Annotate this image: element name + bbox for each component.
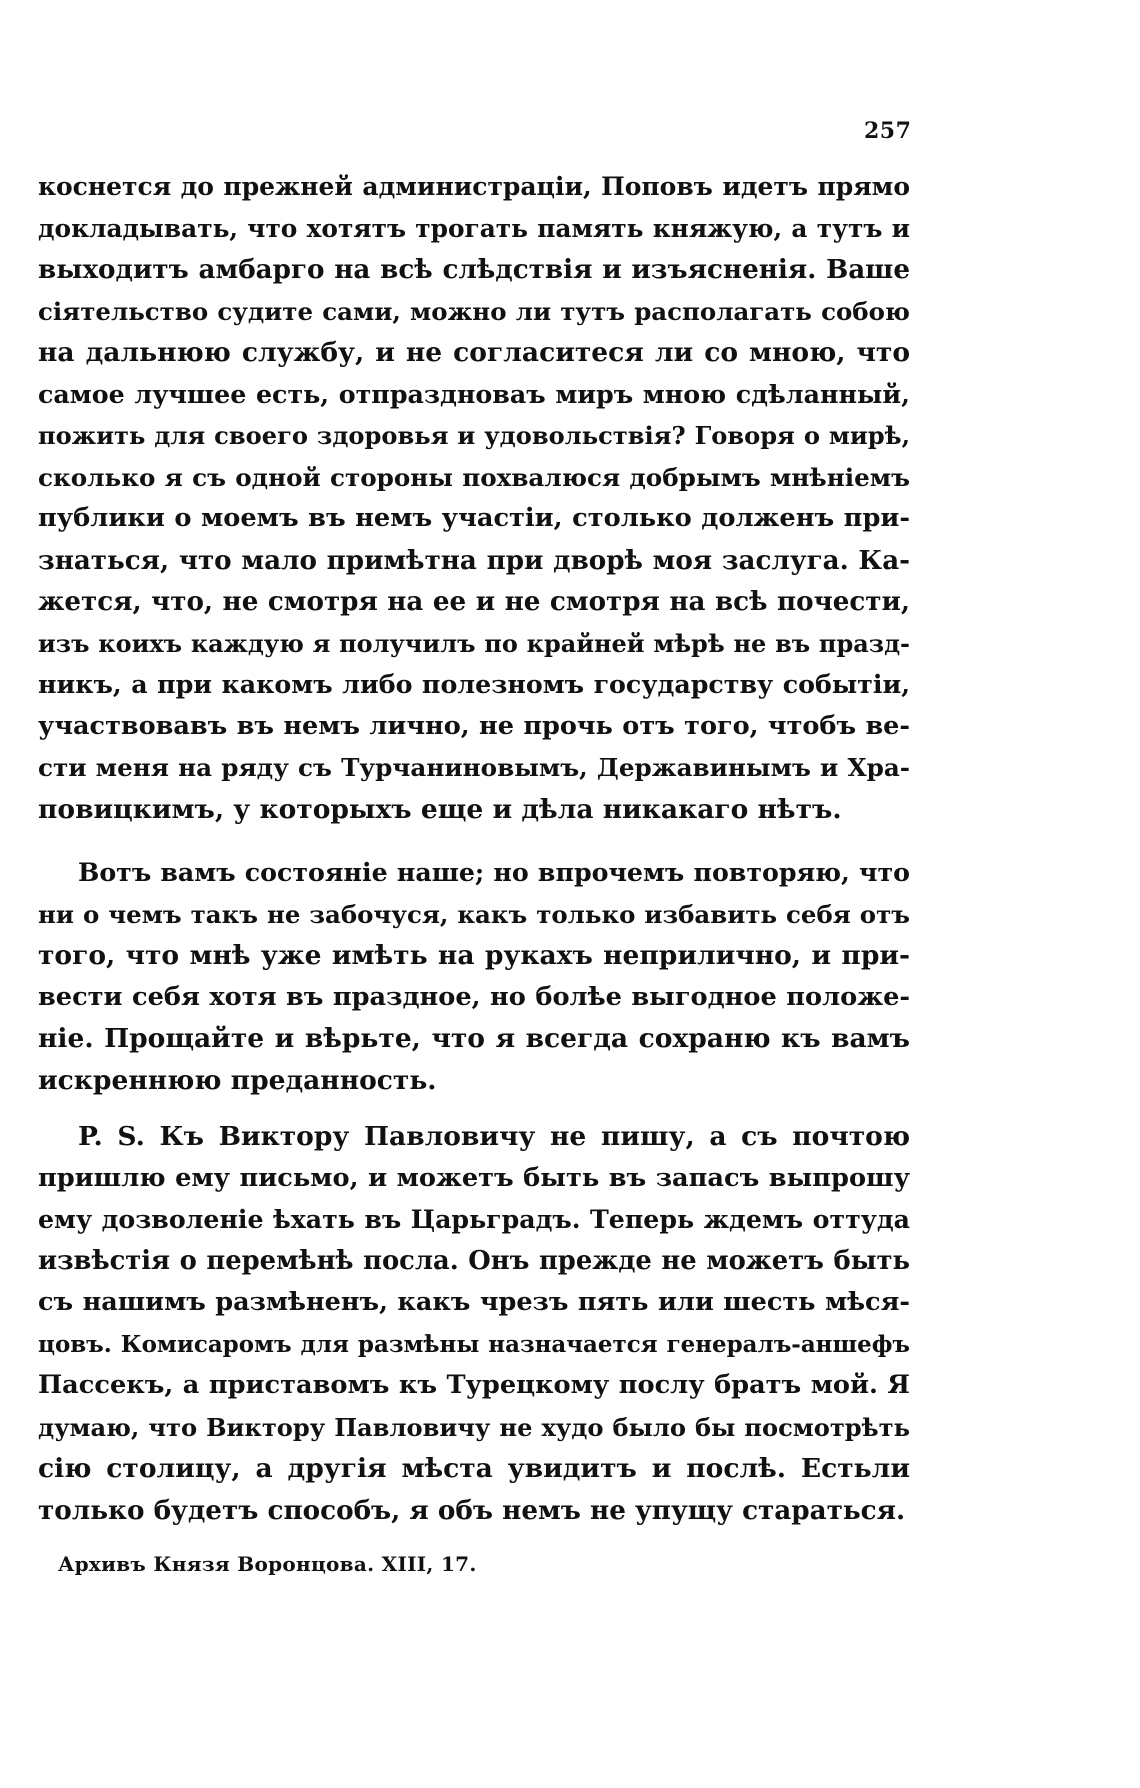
text-line: на дальнюю службу, и не согласитеся ли со мною, что <box>38 337 910 368</box>
text-line: докладывать, что хотятъ трогать память княжую, а тутъ и <box>38 213 910 243</box>
text-line: думаю, что Виктору Павловичу не худо было бы посмотрѣть <box>38 1412 910 1442</box>
paragraph-continuation <box>38 166 910 830</box>
text-line: съ нашимъ размѣненъ, какъ чрезъ пять или шесть мѣся- <box>38 1287 910 1317</box>
text-line: сію столицу, а другія мѣста увидитъ и послѣ. Естьли <box>38 1453 910 1484</box>
text-line: никъ, а при какомъ либо полезномъ государству событіи, <box>38 669 910 699</box>
text-line: извѣстія о перемѣнѣ посла. Онъ прежде не можетъ быть <box>38 1245 910 1276</box>
text-line: сти меня на ряду съ Турчаниновымъ, Державинымъ и Хра- <box>38 753 910 782</box>
text-line: только будетъ способъ, я объ немъ не упущу стараться. <box>38 1494 906 1526</box>
text-line: сіятельство судите сами, можно ли тутъ располагать собою <box>38 296 910 326</box>
text-line: пожить для своего здоровья и удовольствія? Говоря о мирѣ, <box>38 421 910 450</box>
text-line: ніе. Прощайте и вѣрьте, что я всегда сохраню къ вамъ <box>38 1023 910 1054</box>
source-citation: Архивъ Князя Воронцова. XIII, 17. <box>58 1552 477 1576</box>
text-line: пришлю ему письмо, и можетъ быть въ запасъ выпрошу <box>38 1162 910 1193</box>
text-line: жется, что, не смотря на ее и не смотря на всѣ почести, <box>38 586 910 617</box>
text-line: искреннюю преданность. <box>38 1064 437 1096</box>
paragraph <box>38 852 910 1101</box>
text-line: выходитъ амбарго на всѣ слѣдствія и изъясненія. Ваше <box>38 254 910 285</box>
text-line: изъ коихъ каждую я получилъ по крайней мѣрѣ не въ празд- <box>38 628 910 658</box>
text-line: коснется до прежней администраціи, Поповъ идетъ прямо <box>38 172 910 201</box>
text-line: сколько я съ одной стороны похвалюся добрымъ мнѣніемъ <box>38 462 910 492</box>
text-line: Вотъ вамъ состояніе наше; но впрочемъ повторяю, что <box>78 857 910 887</box>
text-line: P. S. Къ Виктору Павловичу не пишу, а съ почтою <box>78 1121 910 1152</box>
text-line: самое лучшее есть, отпраздноваъ миръ мною сдѣланный, <box>38 378 910 409</box>
text-line: ему дозволеніе ѣхать въ Царьградъ. Теперь ждемъ оттуда <box>38 1204 910 1234</box>
text-line: Пассекъ, а приставомъ къ Турецкому послу братъ мой. Я <box>38 1370 910 1400</box>
text-line: ни о чемъ такъ не забочуся, какъ только избавить себя отъ <box>38 899 910 929</box>
text-line: цовъ. Комисаромъ для размѣны назначается генералъ-аншефъ <box>38 1330 910 1358</box>
text-line: вести себя хотя въ праздное, но болѣе выгодное положе- <box>38 981 910 1012</box>
text-line: того, что мнѣ уже имѣть на рукахъ неприлично, и при- <box>38 940 910 971</box>
text-line: публики о моемъ въ немъ участіи, столько долженъ при- <box>38 503 910 533</box>
postscript-paragraph <box>38 1116 910 1531</box>
text-line: повицкимъ, у которыхъ еще и дѣла никакаго нѣтъ. <box>38 793 842 825</box>
text-line: знаться, что мало примѣтна при дворѣ моя заслуга. Ка- <box>38 544 910 576</box>
text-line: участвовавъ въ немъ лично, не прочь отъ того, чтобъ ве- <box>38 710 910 741</box>
page-number: 257 <box>864 118 912 144</box>
